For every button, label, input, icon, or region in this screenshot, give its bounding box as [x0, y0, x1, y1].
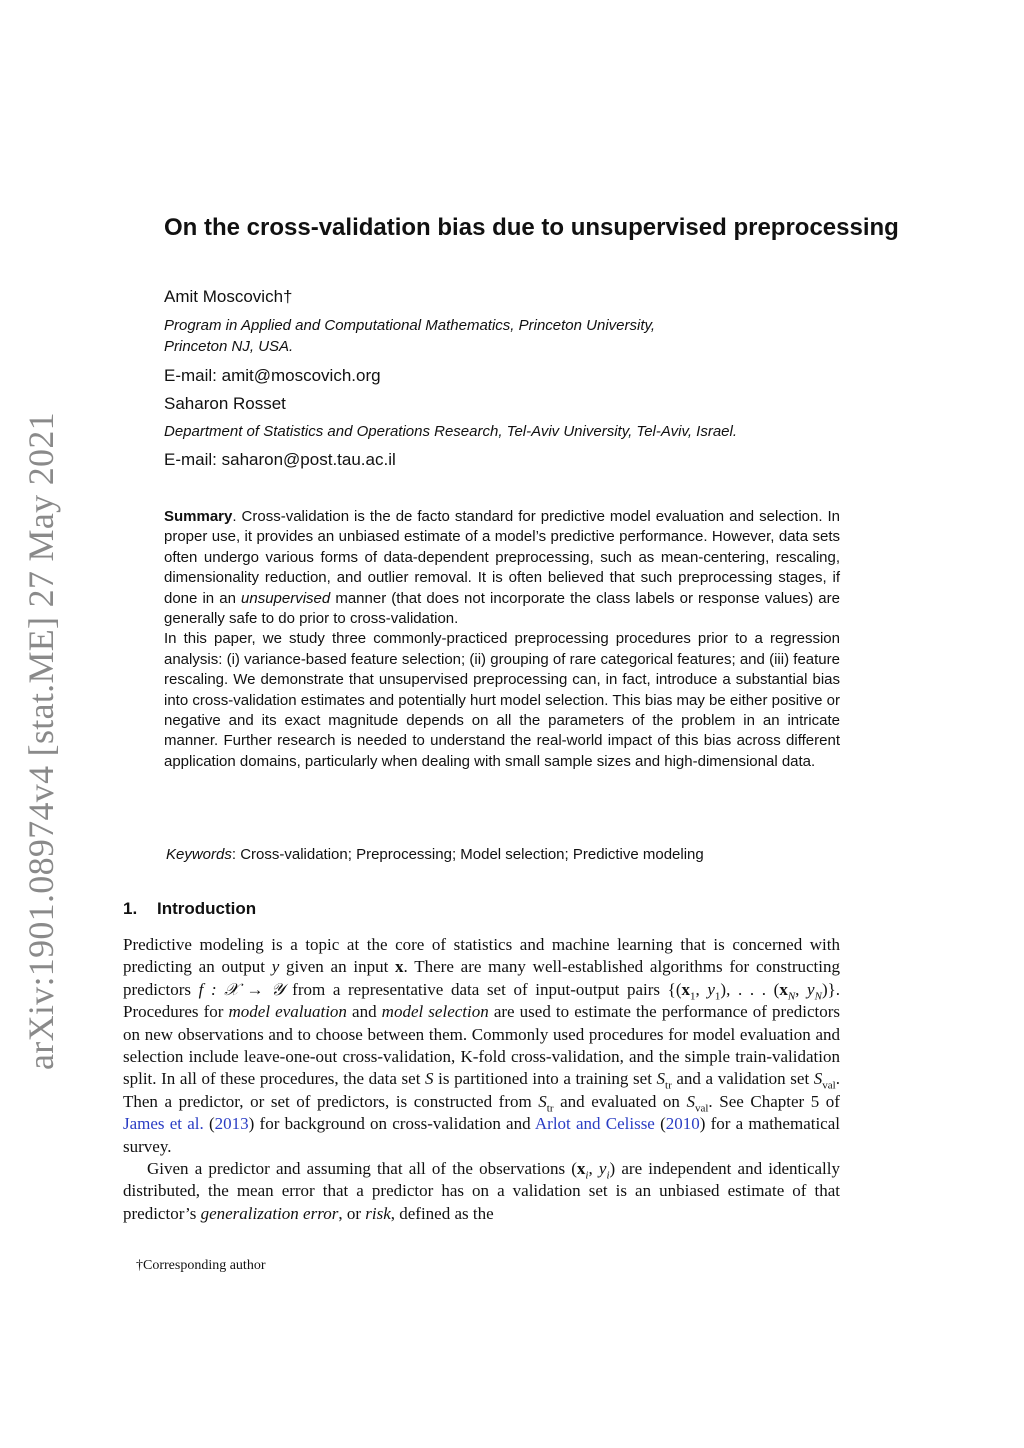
- summary-text: . Cross-validation is the de facto standard for predictive model evaluation and selection. In proper use, it provides an unbiased estimate of a model’s predictive performance. However, data sets often undergo various forms of data-dependent preprocessing, such as mean-centering, rescaling, dimensionality reduction, and outlier removal. It is often believed that such preprocessing stages, if done in an: [164, 508, 840, 607]
- keywords: [166, 846, 704, 863]
- citation-year-link-james[interactable]: 2013: [214, 1114, 249, 1134]
- citation-year-link-arlot[interactable]: 2010: [665, 1114, 700, 1134]
- summary-label: Summary: [164, 508, 233, 525]
- paper-title: On the cross-validation bias due to unsupervised preprocessing: [164, 214, 899, 241]
- citation-link-james[interactable]: James et al.: [123, 1114, 204, 1134]
- keywords-label: Keywords: [166, 846, 232, 863]
- citation-link-arlot[interactable]: Arlot and Celisse: [534, 1114, 655, 1134]
- summary-paragraph-1: [164, 507, 840, 629]
- summary-emphasis: unsupervised: [241, 589, 331, 607]
- introduction-body: [123, 934, 840, 1225]
- author-email-2[interactable]: E-mail: saharon@post.tau.ac.il: [164, 450, 396, 469]
- footnote: †Corresponding author: [136, 1258, 266, 1273]
- author-affiliation-2: [164, 421, 737, 442]
- section-title: Introduction: [157, 899, 257, 918]
- author-name-1: Amit Moscovich†: [164, 287, 293, 306]
- section-number: 1.: [123, 899, 138, 918]
- intro-paragraph-2: Given a predictor and assuming that all of the observations ($x_i$, $y_i$) are independent and identically distributed, the mean error that a predictor has on a validation set is an unbiased estimate of that predictor’s generalization error, or risk, defined as the: [123, 1159, 840, 1223]
- arxiv-identifier-stamp: arXiv:1901.08974v4 [stat.ME] 27 May 2021: [21, 412, 61, 1070]
- summary-paragraph-2: In this paper, we study three commonly-practiced preprocessing procedures prior to a regression analysis: (i) variance-based feature selection; (ii) grouping of rare categorical features; and (iii) feature rescaling. We demonstrate that unsupervised preprocessing can, in fact, introduce a substantial bias into cross-validation estimates and potentially hurt model selection. This bias may be either positive or negative and its exact magnitude depends on all the parameters of the problem in an intricate manner. Further research is needed to understand the real-world impact of this bias across different application domains, particularly when dealing with small sample sizes and high-dimensional data.: [164, 630, 840, 770]
- author-affiliation-1: [164, 315, 655, 357]
- section-heading: [123, 899, 256, 919]
- author-email-1[interactable]: E-mail: amit@moscovich.org: [164, 366, 381, 385]
- affiliation-line: Program in Applied and Computational Mathematics, Princeton University,: [164, 317, 656, 334]
- affiliation-line: Department of Statistics and Operations Research, Tel-Aviv University, Tel-Aviv, Israel.: [164, 423, 738, 440]
- affiliation-line: Princeton NJ, USA.: [164, 338, 294, 355]
- intro-paragraph-1: Predictive modeling is a topic at the core of statistics and machine learning that is concerned with predicting an output y given an input x. There are many well-established algorithms for constructing predictors f : 𝒳 → 𝒴 from a representative data set of input-output pairs {($x_1$, $y_1$), . . . ($x_N$, $y_N$)}. Procedures for model evaluation and model selection are used to estimate the performance of predictors on new observations and to choose between them. Commonly used procedures for model evaluation and selection include leave-one-out cross-validation, K-fold cross-validation, and the simple train-validation split. In all of these procedures, the data set S is partitioned into a training set $S_{tr}$ and a validation set $S_{val}$. Then a predictor, or set of predictors, is constructed from $S_{tr}$ and evaluated on $S_{val}$. See Chapter 5 of James et al. (2013) for background on cross-validation and Arlot and Celisse (2010) for a mathematical survey.: [123, 935, 841, 1156]
- keywords-text: : Cross-validation; Preprocessing; Model selection; Predictive modeling: [231, 846, 704, 863]
- author-name-2: Saharon Rosset: [164, 394, 286, 413]
- summary-abstract: [164, 507, 840, 772]
- summary-text: manner (that does not incorporate the class labels or response values) are generally safe to do prior to cross-validation.: [164, 589, 840, 628]
